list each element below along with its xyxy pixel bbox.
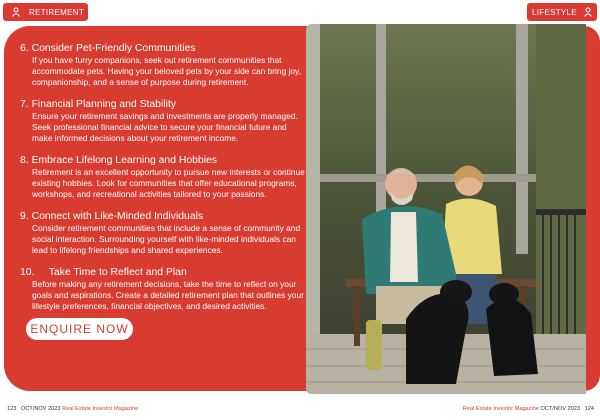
section-tag-label: LIFESTYLE [532,7,577,17]
list-item [20,98,310,144]
item-title [20,42,310,55]
magazine-name: Real Estate Investor Magazine [62,406,139,412]
person-badge-icon [583,7,593,17]
list-item [20,266,310,312]
item-body: Retirement is an excellent opportunity to pursue new interests or continue existing hobbies. Look for communities that offer educational programs, workshops, and recreational activities tailored to your passions. [32,167,305,199]
item-body: Before making any retirement decisions, take the time to reflect on your goals and aspirations. Create a detailed retirement plan that outlines your lifestyle preferences, financial objectives, and desired activities. [32,279,304,311]
list-item [20,154,310,200]
item-number: 6. [20,43,29,54]
item-heading: Take Time to Reflect and Plan [48,267,187,278]
issue-date: OCT/NOV 2023 [21,406,61,412]
page-number: 123 [7,406,17,412]
item-heading: Financial Planning and Stability [31,99,176,110]
item-heading: Connect with Like-Minded Individuals [31,211,204,222]
couple-with-dogs-photo [306,24,586,394]
item-title [20,154,310,167]
enquire-now-button[interactable]: ENQUIRE NOW [26,318,133,340]
item-number: 10. [20,267,35,278]
top-bar [0,0,600,26]
item-body: If you have furry companions, seek out retirement communities that accommodate pets. Having your beloved pets by your side can bring joy, companionship, and a sense of purpose during retirement. [32,55,301,87]
section-tag-retirement[interactable] [3,3,88,21]
item-heading: Embrace Lifelong Learning and Hobbies [31,155,217,166]
list-item [20,42,310,88]
page-footer [0,404,600,416]
item-number: 8. [20,155,29,166]
footer-right [463,406,594,412]
tips-list [20,42,310,322]
item-title [20,210,310,223]
issue-date: OCT/NOV 2023 [540,406,580,412]
section-tag-lifestyle[interactable] [527,3,597,21]
section-tag-label: RETIREMENT [29,7,84,17]
magazine-name: Real Estate Investor Magazine [462,406,539,412]
item-title [20,98,310,111]
item-title [20,266,310,279]
item-number: 9. [20,211,29,222]
item-heading: Consider Pet-Friendly Communities [31,43,196,54]
page-number: 124 [584,406,594,412]
footer-left [7,406,138,412]
item-body: Consider retirement communities that include a sense of community and social interaction. Surrounding yourself with like-minded individuals can lead to lifelong friendships and shared experiences. [32,223,301,255]
person-badge-icon [11,7,21,17]
list-item [20,210,310,256]
item-number: 7. [20,99,29,110]
item-body: Ensure your retirement savings and investments are properly managed. Seek professional financial advice to secure your financial future and make informed decisions about your retirement income. [32,111,298,143]
